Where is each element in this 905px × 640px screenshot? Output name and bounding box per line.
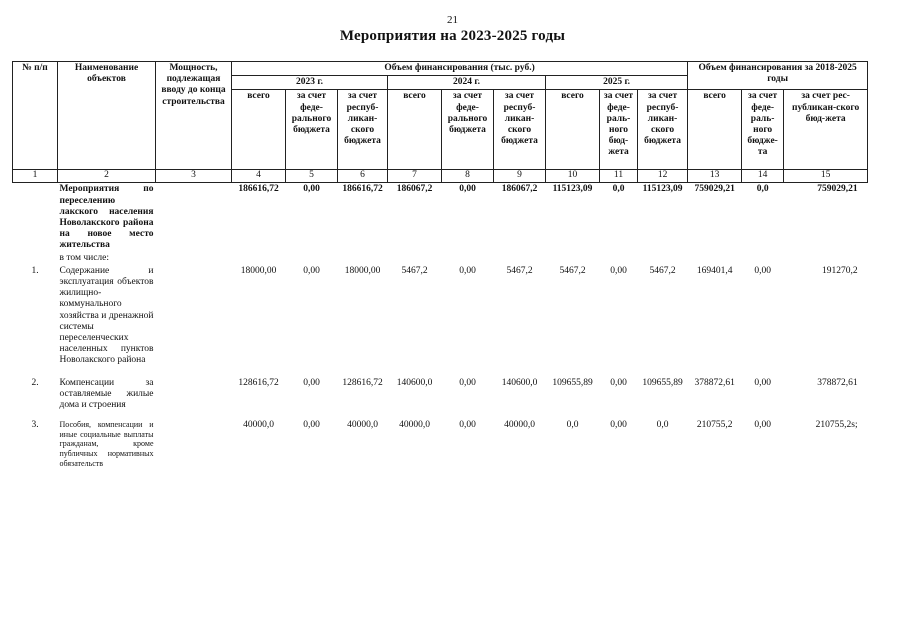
cell-value: 0,00 (303, 184, 320, 195)
cell-value: 186616,72 (342, 184, 383, 195)
header-total: всего (688, 90, 742, 170)
document-title: Мероприятия на 2023-2025 годы (339, 28, 566, 44)
row-number: 2. (31, 377, 39, 388)
cell-value: 40000,0 (243, 419, 274, 430)
row-name (58, 183, 156, 265)
row-capacity (156, 419, 232, 479)
header-federal: за счет феде-раль-ного бюдже-та (742, 90, 784, 170)
table-row (13, 377, 868, 419)
cell-value: 5467,2 (559, 265, 586, 276)
column-number: 15 (784, 170, 868, 183)
header-financing-total: Объем финансирования за 2018-2025 годы (688, 62, 868, 90)
header-total: всего (388, 90, 442, 170)
cell-value: 186616,72 (238, 184, 279, 195)
cell-value: 0,00 (303, 265, 320, 276)
column-number: 4 (232, 170, 286, 183)
row-capacity (156, 183, 232, 265)
cell-value: 40000,0 (504, 419, 535, 430)
row-capacity (156, 377, 232, 419)
cell-value: 378872,61 (694, 377, 735, 388)
cell-value: 759029,21 (694, 184, 735, 195)
cell-value: 5467,2 (506, 265, 533, 276)
cell-value: 40000,0 (399, 419, 430, 430)
cell-value: 0,00 (459, 377, 476, 388)
cell-value: 0,00 (303, 377, 320, 388)
column-number: 5 (286, 170, 338, 183)
page-number: 21 (447, 14, 458, 26)
column-number: 8 (442, 170, 494, 183)
cell-value: 210755,2s; (815, 419, 858, 430)
cell-value: 0,00 (754, 265, 771, 276)
header-republic: за счет рес-публикан-ского бюд-жета (784, 90, 868, 170)
cell-value: 0,00 (754, 419, 771, 430)
column-number: 1 (13, 170, 58, 183)
column-number: 12 (638, 170, 688, 183)
cell-value: 128616,72 (342, 377, 383, 388)
row-name: Пособия, компенсации и иные социальные выплаты гражданам, кроме публичных нормативных обязательств (59, 419, 154, 468)
header-federal: за счет феде-раль-ного бюд-жета (600, 90, 638, 170)
cell-value: 128616,72 (238, 377, 279, 388)
cell-value: 18000,00 (344, 265, 381, 276)
table-row (13, 183, 868, 265)
header-year-2024: 2024 г. (388, 76, 546, 90)
cell-value: 140600,0 (501, 377, 538, 388)
row-name: Компенсации за оставляемые жилые дома и строения (59, 377, 154, 411)
cell-value: 759029,21 (817, 184, 858, 195)
cell-value: 0,00 (610, 377, 627, 388)
cell-value: 5467,2 (401, 265, 428, 276)
header-no: № п/п (13, 62, 58, 170)
cell-value: 186067,2 (396, 184, 433, 195)
column-number: 13 (688, 170, 742, 183)
cell-value: 18000,00 (240, 265, 277, 276)
cell-value: 0,00 (610, 265, 627, 276)
header-total: всего (546, 90, 600, 170)
column-number: 7 (388, 170, 442, 183)
column-number: 9 (494, 170, 546, 183)
cell-value: 0,00 (459, 265, 476, 276)
header-federal: за счет феде-рального бюджета (442, 90, 494, 170)
header-year-2023: 2023 г. (232, 76, 388, 90)
header-year-2025: 2025 г. (546, 76, 688, 90)
header-republic: за счет респуб-ликан-ского бюджета (338, 90, 388, 170)
column-number: 3 (156, 170, 232, 183)
cell-value: 378872,61 (817, 377, 858, 388)
cell-value: 5467,2 (649, 265, 676, 276)
header-capacity: Мощность, подлежащая вводу до конца строительства (156, 62, 232, 170)
header-republic: за счет респуб-ликан-ского бюджета (494, 90, 546, 170)
header-financing: Объем финансирования (тыс. руб.) (232, 62, 688, 76)
row-name: Содержание и эксплуатация объектов жилищно-коммунального хозяйства и дренажной системы переселенческих населенных пунктов Новолакского района (59, 265, 154, 366)
cell-value: 186067,2 (501, 184, 538, 195)
cell-value: 0,0 (756, 184, 769, 195)
header-total: всего (232, 90, 286, 170)
table-row (13, 265, 868, 377)
cell-value: 0,0 (656, 419, 669, 430)
cell-value: 115123,09 (642, 184, 683, 195)
cell-value: 109655,89 (552, 377, 593, 388)
row-number: 3. (31, 419, 39, 430)
financing-table (12, 61, 868, 479)
cell-value: 210755,2 (696, 419, 733, 430)
cell-value: 140600,0 (396, 377, 433, 388)
cell-value: 0,00 (459, 419, 476, 430)
column-number: 2 (58, 170, 156, 183)
row-name-text: Мероприятия по переселению лакского населения Новолакского района на новое место жительства (59, 184, 154, 251)
row-number: 1. (31, 265, 39, 276)
cell-value: 109655,89 (642, 377, 683, 388)
column-number: 10 (546, 170, 600, 183)
row-capacity (156, 265, 232, 377)
cell-value: 0,0 (612, 184, 625, 195)
cell-value: 169401,4 (696, 265, 733, 276)
row-number (13, 183, 58, 265)
table-row (13, 419, 868, 479)
cell-value: 0,00 (754, 377, 771, 388)
cell-value: 115123,09 (552, 184, 593, 195)
row-subheading: в том числе: (59, 252, 110, 263)
column-number: 6 (338, 170, 388, 183)
cell-value: 40000,0 (347, 419, 378, 430)
cell-value: 0,00 (610, 419, 627, 430)
column-number: 11 (600, 170, 638, 183)
header-republic: за счет респуб-ликан-ского бюджета (638, 90, 688, 170)
header-federal: за счет феде-рального бюджета (286, 90, 338, 170)
column-number: 14 (742, 170, 784, 183)
cell-value: 0,00 (303, 419, 320, 430)
cell-value: 191270,2 (822, 265, 858, 276)
header-name: Наименование объектов (58, 62, 156, 170)
cell-value: 0,00 (459, 184, 476, 195)
cell-value: 0,0 (566, 419, 579, 430)
